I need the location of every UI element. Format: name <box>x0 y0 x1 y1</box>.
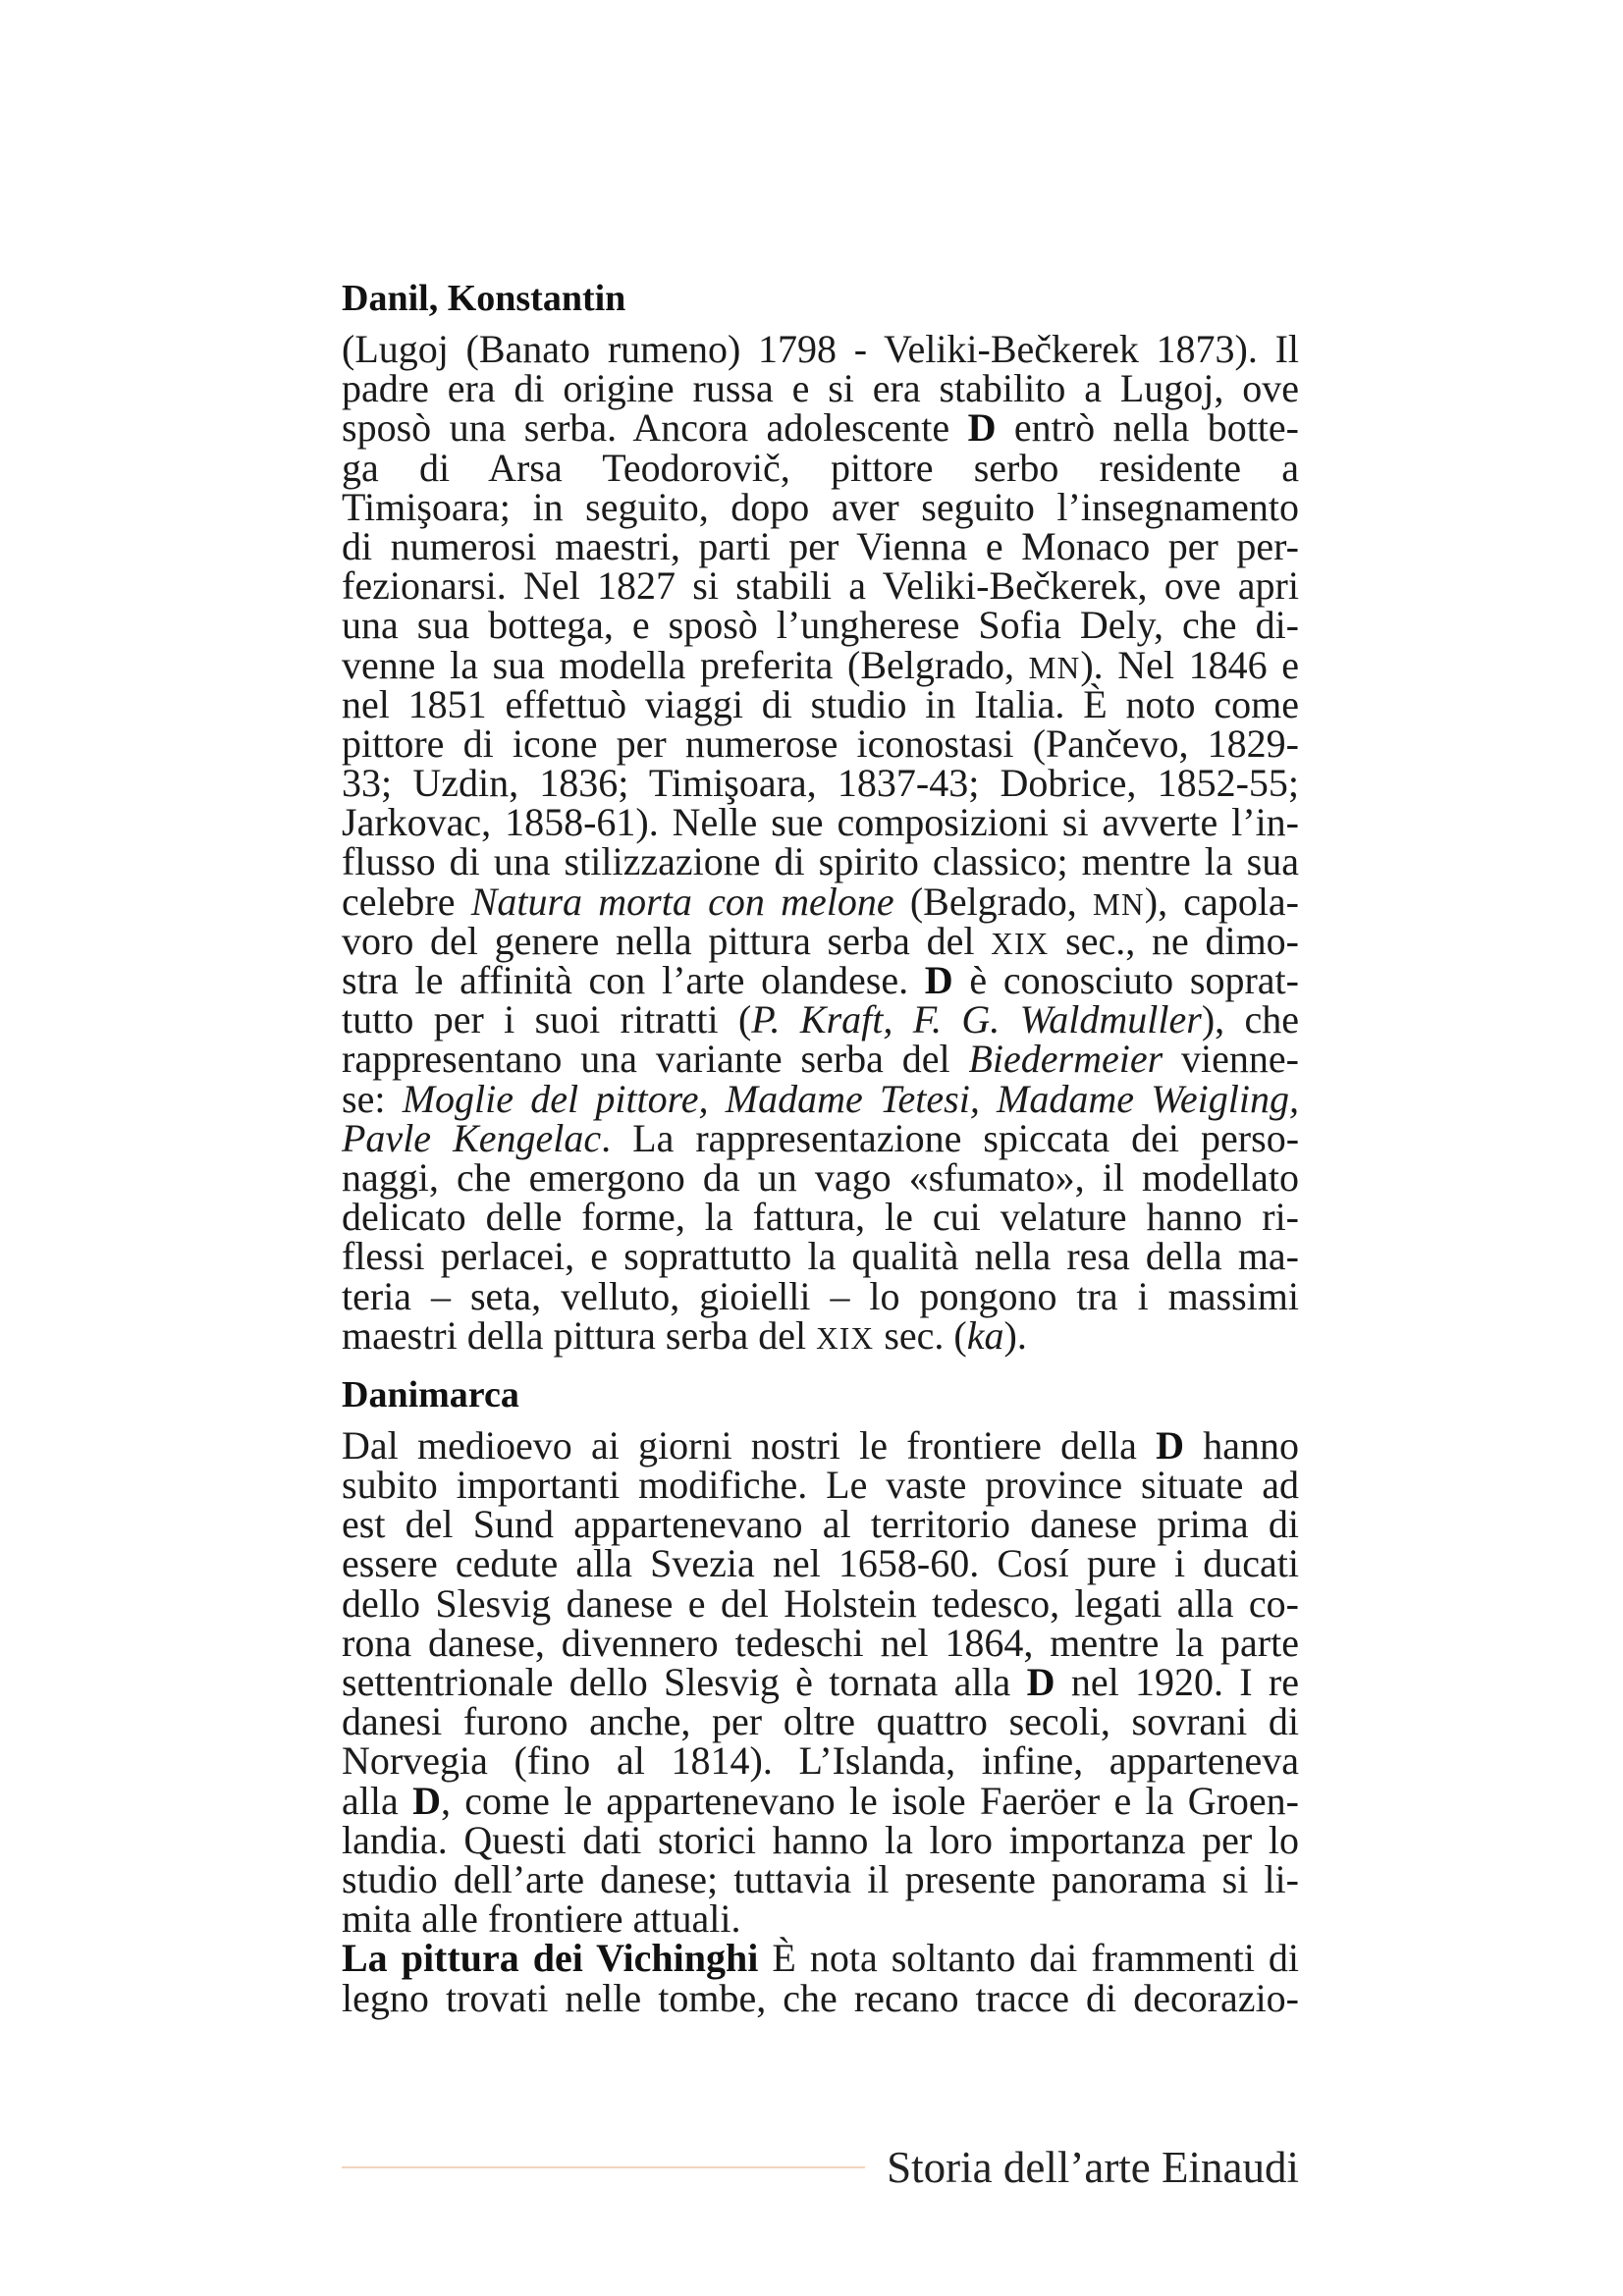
text-run: venne la sua modella preferita (Belgrado, <box>342 642 1029 687</box>
text-line <box>342 327 1299 371</box>
text-run: est del Sund appartenevano al territorio danese prima di <box>342 1502 1299 1547</box>
text-run: settentrionale dello Slesvig è tornata alla <box>342 1660 1027 1704</box>
text-line <box>342 958 1299 1002</box>
text-run: 33; Uzdin, 1836; Timişoara, 1837-43; Dobrice, 1852-55; <box>342 761 1299 806</box>
text-line <box>342 1463 1299 1508</box>
page-content <box>342 279 1299 2018</box>
text-line <box>342 1422 1299 1468</box>
text-run: entrò nella botte- <box>996 405 1299 451</box>
small-caps-text: XIX <box>816 1320 875 1356</box>
text-line <box>342 1778 1300 1823</box>
text-run: fezionarsi. Nel 1827 si stabili a Veliki-Bečkerek, ove apri <box>342 563 1299 609</box>
text-run: . La rappresentazione spiccata dei perso- <box>601 1115 1300 1160</box>
text-run: flessi perlacei, e soprattutto la qualità nella resa della ma- <box>342 1234 1299 1279</box>
entry-danimarca <box>342 1375 1299 2018</box>
text-run: landia. Questi dati storici hanno la loro importanza per lo <box>342 1817 1299 1862</box>
italic-text: Moglie del pittore, Madame Tetesi, Madame Weigling, <box>402 1076 1300 1121</box>
text-run: sec. ( <box>874 1312 967 1358</box>
italic-text: Pavle Kengelac <box>342 1115 602 1160</box>
text-run: ga di Arsa Teodorovič, pittore serbo residente a <box>342 445 1299 490</box>
text-run: delicato delle forme, la fattura, le cui velature hanno ri- <box>342 1195 1299 1240</box>
text-line <box>342 642 1299 687</box>
bold-text: D <box>967 405 997 451</box>
text-run: una sua bottega, e sposò l’ungherese Sofia Dely, che di- <box>342 603 1299 648</box>
text-run: mita alle frontiere attuali. <box>342 1896 741 1942</box>
text-run: è conosciuto soprat- <box>952 958 1299 1002</box>
footer-rule <box>342 2166 865 2168</box>
text-line <box>342 523 1299 568</box>
footer-title: Storia dell’arte Einaudi <box>887 2143 1299 2192</box>
text-line <box>342 1580 1299 1626</box>
text-run: (Lugoj (Banato rumeno) 1798 - Veliki-Bečkerek 1873). Il <box>342 327 1299 371</box>
bold-text: D <box>1156 1422 1185 1468</box>
text-line <box>342 721 1299 766</box>
text-run: studio dell’arte danese; tuttavia il presente panorama si li- <box>342 1856 1299 1901</box>
text-line <box>342 484 1299 529</box>
bold-text: D <box>1026 1660 1055 1704</box>
text-run: ), capola- <box>1144 879 1299 924</box>
text-run: subito importanti modifiche. Le vaste province situate ad <box>342 1463 1299 1508</box>
entry-heading: Danil, Konstantin <box>342 278 626 319</box>
small-caps-text: XIX <box>991 926 1050 961</box>
text-run: ). Nel 1846 e <box>1080 642 1299 687</box>
text-line <box>342 603 1299 648</box>
text-line <box>342 1620 1299 1665</box>
text-line <box>342 1699 1299 1744</box>
text-line <box>342 839 1299 884</box>
text-run: nel 1920. I re <box>1055 1660 1299 1704</box>
italic-text: ka <box>966 1312 1004 1358</box>
italic-text: Natura morta con melone <box>470 879 894 924</box>
italic-text: Biedermeier <box>968 1037 1163 1082</box>
text-run: teria – seta, velluto, gioielli – lo pongono tra i massimi <box>342 1273 1299 1318</box>
entry-danil-konstantin <box>342 279 1299 1356</box>
text-line <box>342 1660 1299 1704</box>
text-run: celebre <box>342 879 471 924</box>
text-run: legno trovati nelle tombe, che recano tracce di decorazio- <box>342 1975 1299 2020</box>
text-run: ), che <box>1201 997 1300 1042</box>
text-run: vienne- <box>1163 1037 1299 1082</box>
text-run: se: <box>342 1076 403 1121</box>
text-run: stra le affinità con l’arte olandese. <box>342 958 925 1002</box>
text-line <box>342 800 1299 845</box>
entry-heading: Danimarca <box>342 1373 519 1415</box>
text-line <box>342 997 1300 1042</box>
text-run: rappresentano una variante serba del <box>342 1037 969 1082</box>
page-footer <box>342 2140 1299 2195</box>
text-run: sposò una serba. Ancora adolescente <box>342 405 968 451</box>
bold-text: D <box>924 958 953 1002</box>
text-line <box>342 445 1299 490</box>
text-line <box>342 1856 1299 1901</box>
text-line <box>342 563 1299 609</box>
text-run: flusso di una stilizzazione di spirito classico; mentre la sua <box>342 839 1299 884</box>
text-run: rona danese, divennero tedeschi nel 1864, mentre la parte <box>342 1620 1299 1665</box>
text-line <box>342 1312 1299 1358</box>
text-run: danesi furono anche, per oltre quattro secoli, sovrani di <box>342 1699 1299 1744</box>
text-run: (Belgrado, <box>893 879 1093 924</box>
text-run: pittore di icone per numerose iconostasi (Pančevo, 1829- <box>342 721 1299 766</box>
text-line <box>342 681 1299 726</box>
text-line <box>342 1076 1300 1121</box>
text-run: , come le appartenevano le isole Faeröer e la Groen- <box>440 1778 1300 1823</box>
text-run: Jarkovac, 1858-61). Nelle sue composizioni si avverte l’in- <box>342 800 1299 845</box>
small-caps-text: MN <box>1028 650 1081 685</box>
text-run: hanno <box>1184 1422 1299 1468</box>
text-line <box>342 1115 1300 1160</box>
text-run: Timişoara; in seguito, dopo aver seguito l’insegnamento <box>342 484 1299 529</box>
text-line <box>342 1195 1299 1240</box>
text-run: maestri della pittura serba del <box>342 1312 817 1358</box>
entry-paragraph <box>342 327 1300 1358</box>
text-line <box>342 1738 1299 1784</box>
text-line <box>342 405 1299 451</box>
text-line <box>342 918 1300 963</box>
bold-text: La pittura dei Vichinghi <box>342 1936 759 1981</box>
text-line <box>342 879 1299 924</box>
text-run: alla <box>342 1778 413 1823</box>
text-line <box>342 1817 1299 1862</box>
italic-text: P. Kraft, F. G. Waldmuller <box>751 997 1202 1042</box>
text-line <box>342 1541 1299 1586</box>
text-run: nel 1851 effettuò viaggi di studio in Italia. È noto come <box>342 681 1299 726</box>
bold-text: D <box>412 1778 441 1823</box>
subsection-paragraph <box>342 1936 1299 2020</box>
text-run: Norvegia (fino al 1814). L’Islanda, infine, apparteneva <box>342 1738 1299 1784</box>
text-run: È nota soltanto dai frammenti di <box>758 1936 1299 1981</box>
text-line <box>342 1896 1299 1942</box>
small-caps-text: MN <box>1093 886 1145 922</box>
text-run: ). <box>1003 1312 1027 1358</box>
text-run: di numerosi maestri, parti per Vienna e Monaco per per- <box>342 523 1299 568</box>
text-line <box>342 1502 1299 1547</box>
text-line <box>342 1037 1299 1082</box>
text-line <box>342 366 1299 411</box>
text-run: voro del genere nella pittura serba del <box>342 918 992 963</box>
text-run: tutto per i suoi ritratti ( <box>342 997 752 1042</box>
entry-paragraph <box>342 1422 1300 1942</box>
text-run: naggi, che emergono da un vago «sfumato», il modellato <box>342 1154 1299 1200</box>
text-run: padre era di origine russa e si era stabilito a Lugoj, ove <box>342 366 1299 411</box>
text-line <box>342 1154 1299 1200</box>
text-run: essere cedute alla Svezia nel 1658-60. Cosí pure i ducati <box>342 1541 1299 1586</box>
text-line <box>342 1975 1299 2020</box>
text-run: dello Slesvig danese e del Holstein tedesco, legati alla co- <box>342 1580 1299 1626</box>
text-line <box>342 1273 1299 1318</box>
text-line <box>342 1936 1299 1981</box>
text-run: Dal medioevo ai giorni nostri le frontiere della <box>342 1422 1157 1468</box>
text-run: sec., ne dimo- <box>1049 918 1300 963</box>
text-line <box>342 761 1299 806</box>
text-line <box>342 1234 1299 1279</box>
